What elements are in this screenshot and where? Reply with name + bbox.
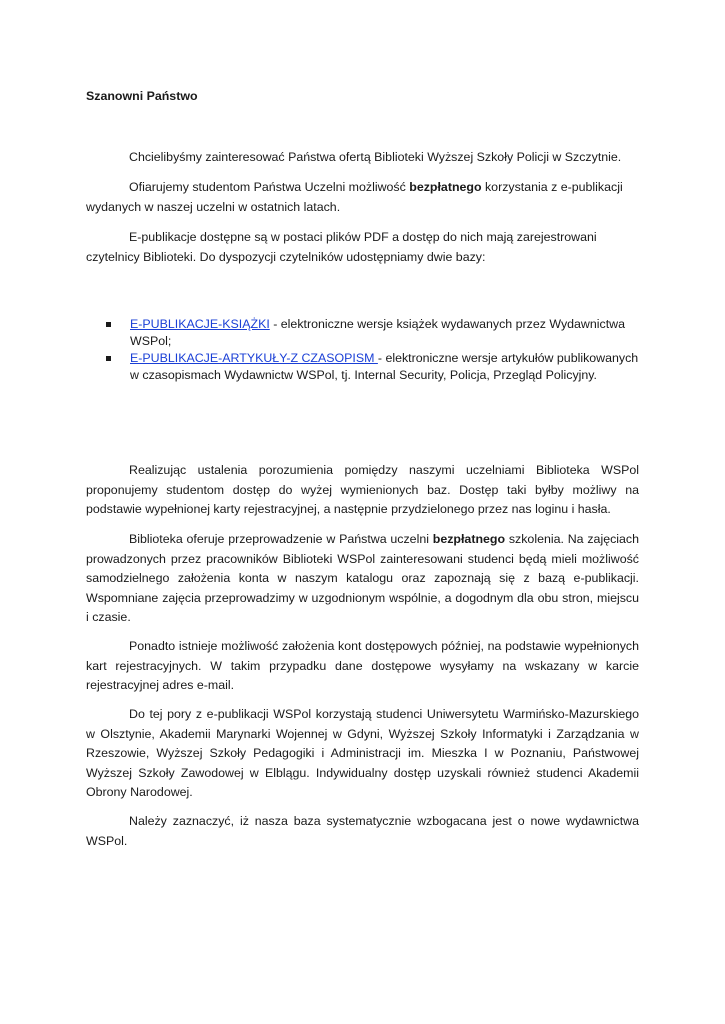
paragraph-accounts (86, 637, 639, 696)
paragraph-accounts-text: Ponadto istnieje możliwość założenia kont dostępowych później, na podstawie wypełnionych kart rejestracyjnych. W takim przypadku dane dostępowe wysyłamy na wskazany w karcie rejestracyjnej adres e-mail. (86, 639, 639, 692)
square-bullet-icon (106, 356, 111, 361)
paragraph-users (86, 705, 639, 803)
paragraph-training-text-after: szkolenia. Na zajęciach prowadzonych przez pracowników Biblioteki WSPol zainteresowani studenci będą mieli możliwość samodzielnego założenia konta w naszym katalogu oraz zapoznają się z bazą e-publikacji. Wspomniane zajęcia przeprowadzimy w uzgodnionym wspólnie, a dogodnym dla obu stron, miejscu i czasie. (86, 532, 640, 624)
paragraph-training (86, 530, 639, 628)
list-item-books-text: - elektroniczne wersje książek wydawanych przez Wydawnictwa WSPol; (130, 317, 626, 348)
link-e-publikacje-artykuly[interactable]: E-PUBLIKACJE-ARTYKUŁY-Z CZASOPISM (130, 351, 378, 365)
paragraph-training-text-before: Biblioteka oferuje przeprowadzenie w Państwa uczelni (129, 532, 433, 546)
paragraph-users-text: Do tej pory z e-publikacji WSPol korzystają studenci Uniwersytetu Warmińsko-Mazurskiego w Olsztynie, Akademii Marynarki Wojennej w Gdyni, Wyższej Szkoły Informatyki i Zarządzania w Rzeszowie, Wyższej Szkoły Pedagogiki i Administracji im. Mieszka I w Poznaniu, Państwowej Wyższej Szkoły Zawodowej w Elblągu. Indywidualny dostęp uzyskali również studenci Akademii Obrony Narodowej. (86, 707, 639, 799)
paragraph-closing (86, 812, 639, 851)
paragraph-epublications (86, 228, 639, 267)
paragraph-epublications-text: E-publikacje dostępne są w postaci plików PDF a dostęp do nich mają zarejestrowani czytelnicy Biblioteki. Do dyspozycji czytelników udostępniamy dwie bazy: (86, 230, 597, 264)
link-e-publikacje-ksiazki[interactable]: E-PUBLIKACJE-KSIĄŻKI (130, 317, 270, 331)
paragraph-offer-text-after: korzystania z e-publikacji wydanych w naszej uczelni w ostatnich latach. (86, 180, 623, 214)
paragraph-offer-bold: bezpłatnego (409, 180, 482, 194)
list-item-books (106, 316, 639, 349)
list-item-articles-text: - elektroniczne wersje artykułów publikowanych w czasopismach Wydawnictw WSPol, tj. Internal Security, Policja, Przegląd Policyjny. (130, 351, 639, 382)
paragraph-offer (86, 178, 639, 217)
database-list (106, 316, 639, 384)
paragraph-intro-text: Chcielibyśmy zainteresować Państwa ofertą Biblioteki Wyższej Szkoły Policji w Szczytnie. (129, 150, 622, 164)
paragraph-offer-text-before: Ofiarujemy studentom Państwa Uczelni możliwość (129, 180, 410, 194)
paragraph-agreement-text: Realizując ustalenia porozumienia pomiędzy naszymi uczelniami Biblioteka WSPol proponujemy studentom dostęp do wyżej wymienionych baz. Dostęp taki byłby możliwy na podstawie wypełnionej karty rejestracyjnej, a następnie przydzielonego przez nas loginu i hasła. (86, 463, 639, 516)
paragraph-training-bold: bezpłatnego (432, 532, 506, 546)
greeting: Szanowni Państwo (86, 89, 198, 103)
paragraph-agreement (86, 461, 639, 520)
paragraph-intro (86, 148, 639, 168)
paragraph-closing-text: Należy zaznaczyć, iż nasza baza systematycznie wzbogacana jest o nowe wydawnictwa WSPol. (86, 814, 639, 848)
square-bullet-icon (106, 322, 111, 327)
list-item-articles (106, 350, 639, 383)
